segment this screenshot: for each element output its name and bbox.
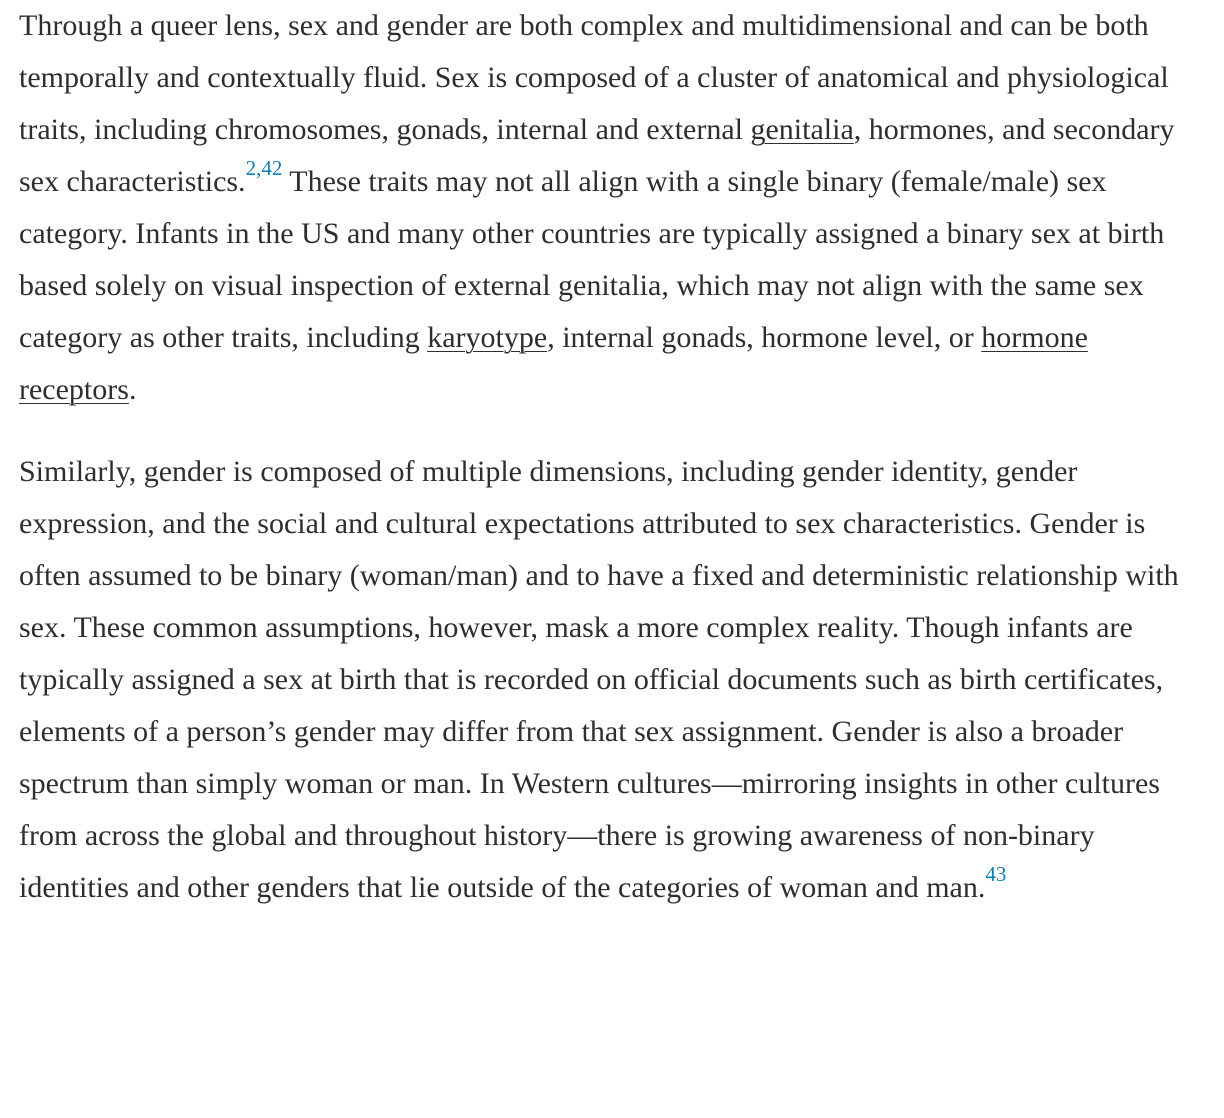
reference-42[interactable]: 42	[261, 156, 283, 180]
paragraph-text: , internal gonads, hormone level, or	[547, 321, 982, 354]
article-body	[19, 0, 1199, 914]
link-hormone-receptors[interactable]: hormone receptors	[19, 321, 1088, 406]
paragraph-gender-definition	[19, 446, 1199, 914]
paragraph-sex-definition	[19, 0, 1199, 416]
paragraph-text: These traits may not all align with a single binary (female/male) sex category. Infants in the US and many other countries are typically assigned a binary sex at birth based solely on visual inspection of external genitalia, which may not align with the same sex category as other traits, including	[19, 165, 1165, 354]
link-genitalia[interactable]: genitalia	[750, 113, 854, 146]
paragraph-text: , hormones, and secondary sex characteristics.	[19, 113, 1175, 198]
link-karyotype[interactable]: karyotype	[427, 321, 548, 354]
reference-2[interactable]: 2	[245, 156, 257, 180]
paragraph-text: Similarly, gender is composed of multiple dimensions, including gender identity, gender expression, and the social and cultural expectations attributed to sex characteristics. Gender is often assumed to be binary (woman/man) and to have a fixed and deterministic relationship with sex. These common assumptions, however, mask a more complex reality. Though infants are typically assigned a sex at birth that is recorded on official documents such as birth certificates, elements of a person’s gender may differ from that sex assignment. Gender is also a broader spectrum than simply woman or man. In Western cultures—mirroring insights in other cultures from across the global and throughout history—there is growing awareness of non-binary identities and other genders that lie outside of the categories of woman and man.	[19, 455, 1179, 904]
reference-separator: ,	[256, 156, 262, 180]
paragraph-text: .	[128, 373, 137, 406]
reference-43[interactable]: 43	[985, 862, 1007, 886]
paragraph-text: Through a queer lens, sex and gender are both complex and multidimensional and can be both temporally and contextually fluid. Sex is composed of a cluster of anatomical and physiological traits, including chromosomes, gonads, internal and external	[19, 9, 1169, 146]
